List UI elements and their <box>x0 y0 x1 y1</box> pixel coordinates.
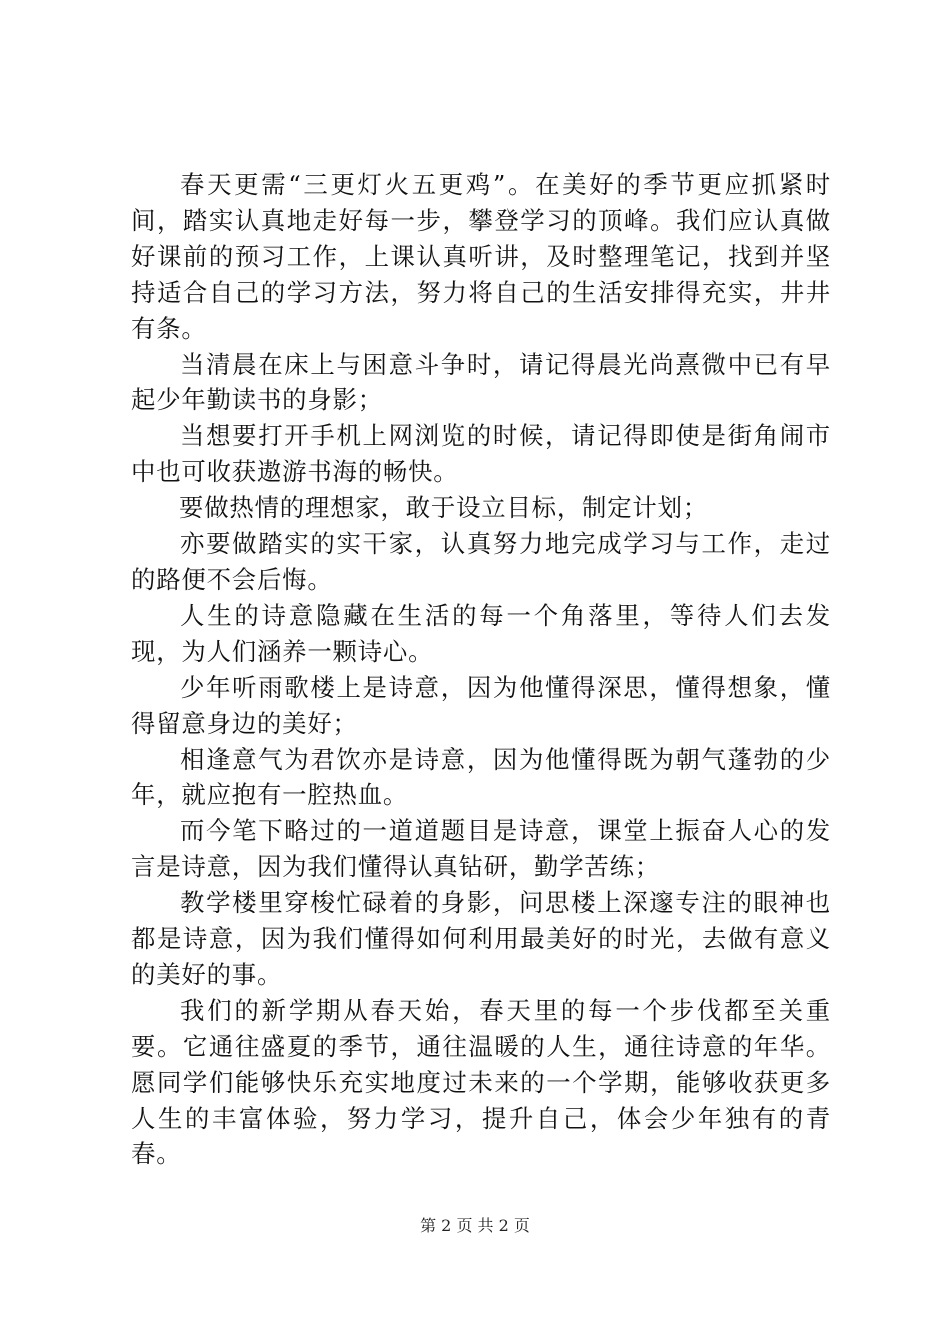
paragraph: 春天更需“三更灯火五更鸡”。在美好的季节更应抓紧时间，踏实认真地走好每一步，攀登学习的顶峰。我们应认真做好课前的预习工作，上课认真听讲，及时整理笔记，找到并坚持适合自己的学习方法，努力将自己的生活安排得充实，井井有条。 <box>131 170 831 343</box>
paragraph: 当清晨在床上与困意斗争时，请记得晨光尚熹微中已有早起少年勤读书的身影； <box>131 349 831 415</box>
paragraph: 人生的诗意隐藏在生活的每一个角落里，等待人们去发现，为人们涵养一颗诗心。 <box>131 600 831 666</box>
paragraph: 教学楼里穿梭忙碌着的身影，问思楼上深邃专注的眼神也都是诗意，因为我们懂得如何利用最美好的时光，去做有意义的美好的事。 <box>131 888 831 989</box>
paragraph: 要做热情的理想家，敢于设立目标，制定计划； <box>179 493 709 523</box>
paragraph: 少年听雨歌楼上是诗意，因为他懂得深思，懂得想象，懂得留意身边的美好； <box>131 672 831 738</box>
paragraph: 当想要打开手机上网浏览的时候，请记得即使是街角闹市中也可收获遨游书海的畅快。 <box>131 421 831 487</box>
paragraph: 我们的新学期从春天始，春天里的每一个步伐都至关重要。它通往盛夏的季节，通往温暖的人生，通往诗意的年华。愿同学们能够快乐充实地度过未来的一个学期，能够收获更多人生的丰富体验，努力学习，提升自己，体会少年独有的青春。 <box>131 995 831 1169</box>
paragraph: 而今笔下略过的一道道题目是诗意，课堂上振奋人心的发言是诗意，因为我们懂得认真钻研，勤学苦练； <box>131 816 831 882</box>
page-footer: 第 2 页 共 2 页 <box>420 1216 530 1235</box>
document-body <box>131 167 831 1172</box>
paragraph: 亦要做踏实的实干家，认真努力地完成学习与工作，走过的路便不会后悔。 <box>131 529 831 594</box>
paragraph: 相逢意气为君饮亦是诗意，因为他懂得既为朝气蓬勃的少年，就应抱有一腔热血。 <box>131 744 831 810</box>
